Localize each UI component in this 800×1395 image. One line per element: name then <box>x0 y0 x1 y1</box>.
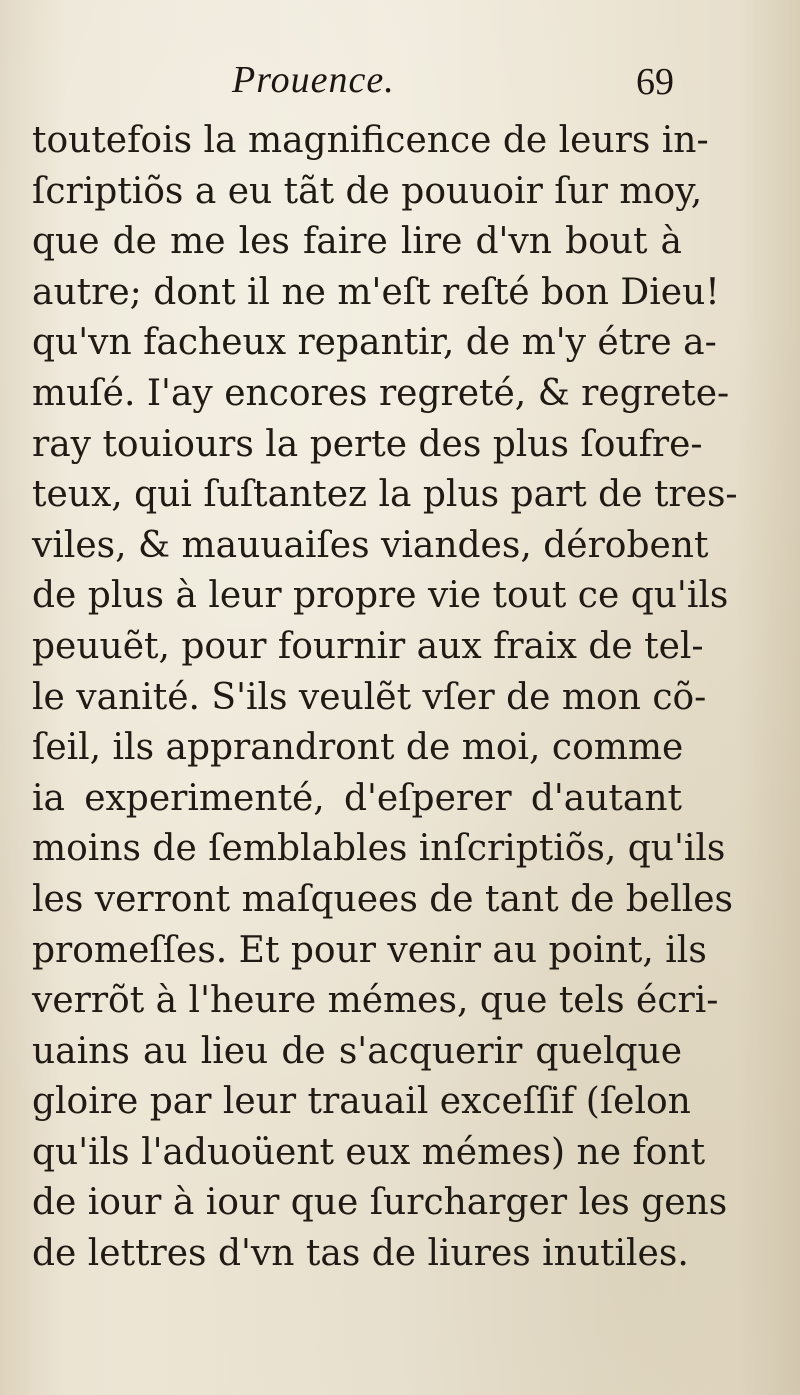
text-line: viles, & mauuaiſes viandes, dérobent <box>32 524 709 566</box>
text-line: qu'vn facheux repantir, de m'y étre a- <box>32 322 717 364</box>
text-line: toutefois la magnificence de leurs in- <box>32 120 709 161</box>
text-line: ia experimenté, d'eſperer d'autant <box>32 777 682 819</box>
text-line: de plus à leur propre vie tout ce qu'ils <box>32 575 729 617</box>
text-line: verrõt à l'heure mémes, que tels écri- <box>32 980 719 1022</box>
page-number: 69 <box>636 61 674 103</box>
body-text <box>32 116 738 1280</box>
text-line: teux, qui ſuſtantez la plus part de tres- <box>32 474 738 516</box>
text-line: gloire par leur trauail exceſſif (ſelon <box>32 1081 691 1123</box>
text-line: uains au lieu de s'acquerir quelque <box>32 1030 682 1072</box>
text-line: de iour à iour que ſurcharger les gens <box>32 1182 728 1224</box>
running-head <box>0 58 800 108</box>
text-line: muſé. I'ay encores regreté, & regrete- <box>32 372 730 414</box>
text-line: que de me les faire lire d'vn bout à <box>32 221 682 263</box>
text-line: peuuẽt, pour fournir aux fraix de tel- <box>32 625 704 667</box>
text-line: les verront maſquees de tant de belles <box>32 878 734 920</box>
text-line: promeſſes. Et pour venir au point, ils <box>32 929 707 971</box>
running-title: Prouence. <box>232 59 395 101</box>
text-line: qu'ils l'aduoüent eux mémes) ne font <box>32 1131 706 1173</box>
text-line: ray touiours la perte des plus ſoufre- <box>32 423 703 465</box>
text-line: autre; dont il ne m'eſt reſté bon Dieu! <box>32 271 720 313</box>
text-line: moins de ſemblables inſcriptiõs, qu'ils <box>32 828 726 870</box>
text-line: de lettres d'vn tas de liures inutiles. <box>32 1233 689 1275</box>
text-line: le vanité. S'ils veulẽt vſer de mon cõ- <box>32 676 707 718</box>
text-line: ſcriptiõs a eu tãt de pouuoir ſur moy, <box>32 170 703 212</box>
text-line: ſeil, ils apprandront de moi, comme <box>32 727 684 769</box>
